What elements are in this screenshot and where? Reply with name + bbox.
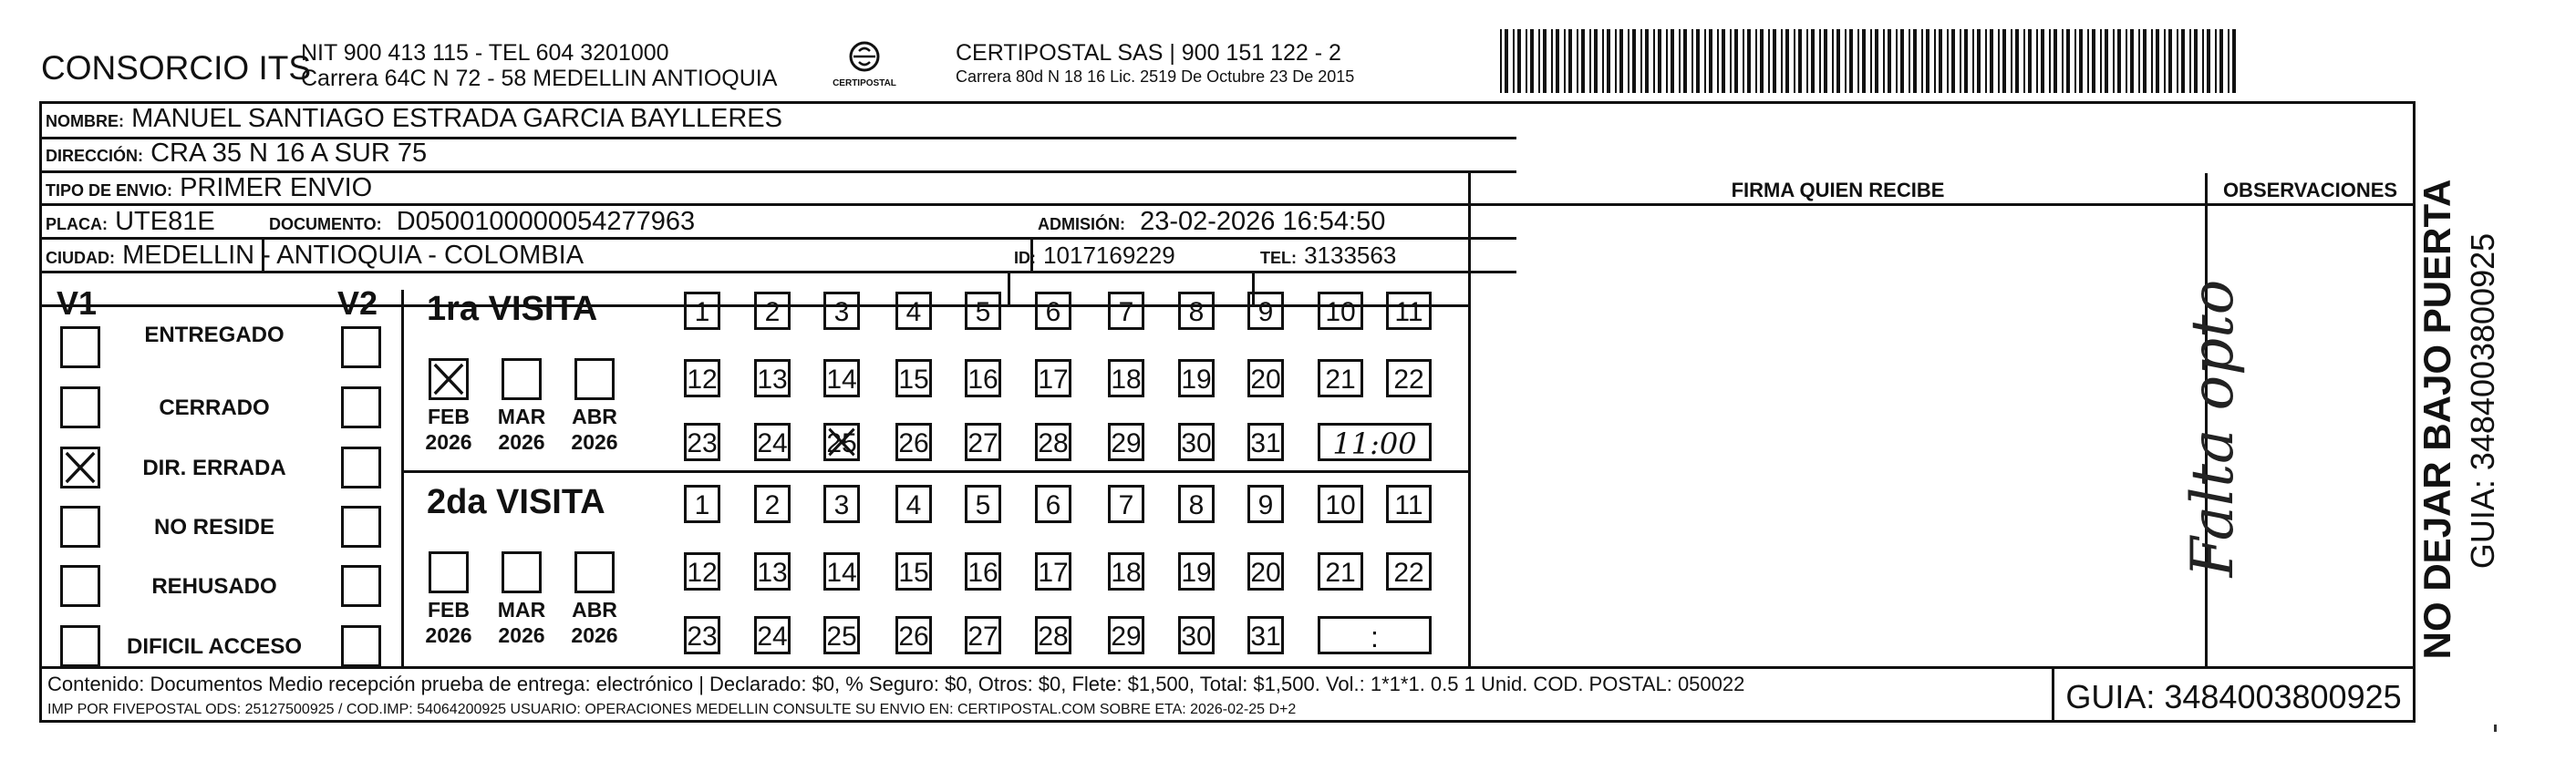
- status-option-label: CERRADO: [159, 396, 270, 420]
- day-box[interactable]: [1178, 292, 1215, 330]
- v1-label: V1: [57, 284, 98, 322]
- day-number: 20: [1250, 558, 1281, 588]
- day-number: 9: [1257, 297, 1274, 327]
- day-number: 7: [1118, 297, 1134, 327]
- day-box[interactable]: [684, 616, 720, 654]
- day-number: 30: [1181, 428, 1212, 458]
- day-number: 10: [1325, 297, 1356, 327]
- day-box[interactable]: [1035, 292, 1071, 330]
- courier-info-line2: Carrera 80d N 18 16 Lic. 2519 De Octubre 23 De 2015: [956, 67, 1355, 86]
- day-box[interactable]: [1035, 423, 1071, 461]
- ciudad-value: MEDELLIN - ANTIOQUIA - COLOMBIA: [122, 241, 585, 270]
- day-number: 18: [1111, 365, 1142, 395]
- day-box[interactable]: [1247, 423, 1284, 461]
- day-box[interactable]: [965, 616, 1001, 654]
- day-number: 4: [905, 490, 922, 520]
- day-box[interactable]: [965, 485, 1001, 523]
- day-number: 19: [1181, 365, 1212, 395]
- day-number: 3: [833, 490, 850, 520]
- day-number: 6: [1045, 297, 1061, 327]
- year-label: 2026: [498, 430, 545, 454]
- day-box[interactable]: [684, 423, 720, 461]
- month-label: ABR: [572, 405, 617, 428]
- id-row: [1014, 241, 1175, 271]
- day-box[interactable]: [1108, 616, 1144, 654]
- day-number: 14: [826, 365, 857, 395]
- day-box[interactable]: [1108, 292, 1144, 330]
- placa-value: UTE81E: [115, 207, 215, 236]
- footer-imp: IMP POR FIVEPOSTAL ODS: 25127500925 / COD.IMP: 54064200925 USUARIO: OPERACIONES MEDELLIN CONSULTE SU ENVIO EN: CERTIPOSTAL.COM SOBRE ETA: 2026-02-25 D+2: [47, 702, 1297, 717]
- day-box[interactable]: [754, 616, 791, 654]
- day-number: 30: [1181, 622, 1212, 652]
- status-option-label: DIR. ERRADA: [142, 456, 286, 480]
- admision-row: [1038, 207, 1385, 237]
- direccion-label: DIRECCIÓN:: [46, 147, 143, 165]
- admision-value: 23-02-2026 16:54:50: [1140, 207, 1386, 236]
- day-box[interactable]: [1035, 616, 1071, 654]
- day-number: 13: [757, 365, 788, 395]
- day-box[interactable]: [895, 616, 932, 654]
- row-divider: [39, 271, 1516, 273]
- company-name: CONSORCIO ITS: [41, 49, 312, 87]
- nombre-row: [46, 104, 782, 134]
- day-number: 28: [1038, 428, 1069, 458]
- day-number: 27: [967, 428, 998, 458]
- day-number: 8: [1188, 297, 1205, 327]
- day-number: 24: [757, 428, 788, 458]
- month-label: FEB: [428, 598, 470, 622]
- month-checkbox-mar[interactable]: [502, 551, 542, 593]
- month-checkbox-abr[interactable]: [574, 358, 615, 400]
- row-divider: [39, 237, 1516, 240]
- day-number: 11: [1394, 297, 1423, 327]
- day-box[interactable]: [1035, 552, 1071, 591]
- id-value: 1017169229: [1043, 242, 1175, 269]
- ciudad-label: CIUDAD:: [46, 249, 115, 267]
- time-value: :: [1371, 621, 1379, 653]
- day-box[interactable]: [1247, 616, 1284, 654]
- courier-logo: [832, 38, 897, 93]
- day-number: 26: [898, 622, 929, 652]
- month-label: ABR: [572, 598, 617, 622]
- day-number: 24: [757, 622, 788, 652]
- day-box[interactable]: [895, 359, 932, 397]
- barcode-icon: [1500, 29, 2239, 93]
- day-box[interactable]: [1318, 359, 1363, 397]
- nombre-label: NOMBRE:: [46, 112, 124, 130]
- tel-label: TEL:: [1260, 249, 1297, 267]
- day-number: 9: [1257, 490, 1274, 520]
- day-box[interactable]: [754, 359, 791, 397]
- day-box[interactable]: [1178, 485, 1215, 523]
- day-number: 18: [1111, 558, 1142, 588]
- month-checkbox-feb[interactable]: [429, 358, 469, 400]
- day-number: 15: [898, 365, 929, 395]
- day-box[interactable]: [895, 423, 932, 461]
- status-option-label: NO RESIDE: [153, 515, 275, 540]
- nombre-value: MANUEL SANTIAGO ESTRADA GARCIA BAYLLERES: [131, 104, 782, 133]
- time-box[interactable]: [1318, 616, 1432, 654]
- second-visit-title: 2da VISITA: [427, 483, 605, 521]
- day-number: 22: [1393, 558, 1424, 588]
- day-number: 4: [905, 297, 922, 327]
- side-guia: GUIA: 3484003800925: [2464, 232, 2501, 570]
- day-box[interactable]: [823, 485, 860, 523]
- month-checkbox-abr[interactable]: [574, 551, 615, 593]
- v1-checkbox[interactable]: [60, 565, 100, 607]
- v1-checkbox[interactable]: [60, 326, 100, 368]
- divider: [401, 470, 1471, 473]
- day-number: 28: [1038, 622, 1069, 652]
- tel-value: 3133563: [1304, 242, 1397, 269]
- observaciones-label: OBSERVACIONES: [2222, 179, 2398, 201]
- courier-logo-text: CERTIPOSTAL: [833, 78, 896, 88]
- v2-checkbox[interactable]: [341, 447, 381, 488]
- day-box[interactable]: [1318, 485, 1363, 523]
- day-number: 12: [687, 365, 718, 395]
- day-box[interactable]: [965, 423, 1001, 461]
- month-checkbox-feb[interactable]: [429, 551, 469, 593]
- day-number: 29: [1111, 622, 1142, 652]
- day-box[interactable]: [1318, 552, 1363, 591]
- row-divider: [39, 666, 2416, 669]
- day-number: 16: [967, 558, 998, 588]
- day-box[interactable]: [1035, 485, 1071, 523]
- tipo-row: [46, 173, 372, 203]
- day-box[interactable]: [1178, 616, 1215, 654]
- divider: [1468, 173, 1471, 666]
- company-info-line2: Carrera 64C N 72 - 58 MEDELLIN ANTIOQUIA: [301, 66, 778, 91]
- year-label: 2026: [571, 623, 618, 647]
- day-box[interactable]: [895, 485, 932, 523]
- day-number: 11: [1394, 490, 1423, 520]
- day-box[interactable]: [895, 552, 932, 591]
- day-box[interactable]: [1386, 552, 1432, 591]
- day-box[interactable]: [823, 616, 860, 654]
- day-box[interactable]: [1318, 292, 1363, 330]
- day-box[interactable]: [1386, 359, 1432, 397]
- day-box[interactable]: [823, 423, 860, 461]
- placa-row: [46, 207, 215, 237]
- ciudad-row: [46, 241, 584, 271]
- day-number: 2: [764, 297, 781, 327]
- corner-mark: [2494, 725, 2497, 732]
- divider: [1008, 271, 1010, 304]
- year-label: 2026: [425, 623, 472, 647]
- v2-label: V2: [337, 284, 378, 322]
- day-box[interactable]: [1108, 423, 1144, 461]
- v1-checkbox[interactable]: [60, 625, 100, 667]
- day-box[interactable]: [1247, 552, 1284, 591]
- v2-checkbox[interactable]: [341, 386, 381, 428]
- month-checkbox-mar[interactable]: [502, 358, 542, 400]
- barcode: [1500, 29, 2239, 93]
- day-box[interactable]: [1108, 485, 1144, 523]
- day-number: 31: [1250, 428, 1281, 458]
- day-number: 22: [1393, 365, 1424, 395]
- day-box[interactable]: [895, 292, 932, 330]
- day-number: 15: [898, 558, 929, 588]
- first-visit-title: 1ra VISITA: [427, 290, 598, 328]
- day-number: 3: [833, 297, 850, 327]
- placa-label: PLACA:: [46, 215, 108, 233]
- day-box[interactable]: [823, 292, 860, 330]
- day-box[interactable]: [965, 292, 1001, 330]
- tipo-label: TIPO DE ENVIO:: [46, 181, 173, 200]
- day-box[interactable]: [754, 292, 791, 330]
- day-number: 20: [1250, 365, 1281, 395]
- month-label: MAR: [497, 598, 546, 622]
- day-number: 1: [694, 490, 710, 520]
- day-number: 17: [1038, 365, 1069, 395]
- day-number: 13: [757, 558, 788, 588]
- day-box[interactable]: [684, 359, 720, 397]
- day-box[interactable]: [1386, 292, 1432, 330]
- company-info-line1: NIT 900 413 115 - TEL 604 3201000: [301, 40, 669, 66]
- day-box[interactable]: [1247, 292, 1284, 330]
- v1-checkbox[interactable]: [60, 386, 100, 428]
- status-option-label: DIFICIL ACCESO: [126, 634, 302, 659]
- status-option-label: ENTREGADO: [144, 323, 284, 347]
- day-number: 14: [826, 558, 857, 588]
- day-box[interactable]: [684, 292, 720, 330]
- direccion-value: CRA 35 N 16 A SUR 75: [150, 139, 428, 168]
- day-box[interactable]: [754, 423, 791, 461]
- day-number: 21: [1325, 558, 1356, 588]
- day-box[interactable]: [965, 359, 1001, 397]
- day-box[interactable]: [965, 552, 1001, 591]
- year-label: 2026: [425, 430, 472, 454]
- day-box[interactable]: [684, 485, 720, 523]
- firma-label: FIRMA QUIEN RECIBE: [1731, 179, 1945, 201]
- year-label: 2026: [498, 623, 545, 647]
- v2-checkbox[interactable]: [341, 625, 381, 667]
- handwritten-note: Falta opto: [2179, 279, 2247, 578]
- day-number: 17: [1038, 558, 1069, 588]
- day-number: 5: [975, 490, 991, 520]
- admision-label: ADMISIÓN:: [1038, 215, 1125, 233]
- footer-contenido: Contenido: Documentos Medio recepción prueba de entrega: electrónico | Declarado: $0, % Seguro: $0, Otros: $0, Flete: $1,500, Total: $1,500. Vol.: 1*1*1. 0.5 1 Unid. COD. POSTAL: 050022: [47, 673, 1745, 695]
- day-box[interactable]: [754, 552, 791, 591]
- day-box[interactable]: [754, 485, 791, 523]
- day-number: 1: [694, 297, 710, 327]
- status-option-label: REHUSADO: [151, 574, 277, 599]
- day-box[interactable]: [684, 552, 720, 591]
- day-number: 7: [1118, 490, 1134, 520]
- day-box[interactable]: [1247, 485, 1284, 523]
- day-number: 23: [687, 428, 718, 458]
- day-number: 16: [967, 365, 998, 395]
- day-box[interactable]: [1386, 485, 1432, 523]
- v2-checkbox[interactable]: [341, 326, 381, 368]
- day-box[interactable]: [1035, 359, 1071, 397]
- day-number: 25: [826, 428, 857, 458]
- courier-info-line1: CERTIPOSTAL SAS | 900 151 122 - 2: [956, 40, 1341, 66]
- day-number: 10: [1325, 490, 1356, 520]
- footer-guia: GUIA: 3484003800925: [2065, 678, 2402, 715]
- day-number: 5: [975, 297, 991, 327]
- time-box[interactable]: [1318, 423, 1432, 461]
- direccion-row: [46, 139, 427, 169]
- day-number: 26: [898, 428, 929, 458]
- time-value: 11:00: [1332, 427, 1417, 461]
- day-box[interactable]: [1108, 552, 1144, 591]
- day-box[interactable]: [1247, 359, 1284, 397]
- divider: [401, 290, 404, 666]
- year-label: 2026: [571, 430, 618, 454]
- tipo-value: PRIMER ENVIO: [180, 173, 373, 202]
- day-number: 2: [764, 490, 781, 520]
- day-number: 29: [1111, 428, 1142, 458]
- month-label: FEB: [428, 405, 470, 428]
- tel-row: [1260, 241, 1396, 271]
- no-dejar-warning: NO DEJAR BAJO PUERTA: [2416, 179, 2458, 660]
- documento-value: D0500100000054277963: [396, 207, 696, 236]
- month-label: MAR: [497, 405, 546, 428]
- day-number: 8: [1188, 490, 1205, 520]
- day-box[interactable]: [1108, 359, 1144, 397]
- v1-checkbox[interactable]: [60, 447, 100, 488]
- documento-label: DOCUMENTO:: [269, 215, 382, 233]
- day-number: 23: [687, 622, 718, 652]
- day-box[interactable]: [823, 552, 860, 591]
- day-box[interactable]: [1178, 552, 1215, 591]
- day-number: 6: [1045, 490, 1061, 520]
- day-number: 25: [826, 622, 857, 652]
- day-number: 19: [1181, 558, 1212, 588]
- v1-checkbox[interactable]: [60, 506, 100, 548]
- day-box[interactable]: [1178, 423, 1215, 461]
- day-box[interactable]: [823, 359, 860, 397]
- day-number: 31: [1250, 622, 1281, 652]
- day-number: 12: [687, 558, 718, 588]
- day-number: 21: [1325, 365, 1356, 395]
- v2-checkbox[interactable]: [341, 506, 381, 548]
- row-divider: [39, 203, 2416, 206]
- v2-checkbox[interactable]: [341, 565, 381, 607]
- day-box[interactable]: [1178, 359, 1215, 397]
- id-label: ID:: [1014, 249, 1036, 267]
- day-number: 27: [967, 622, 998, 652]
- documento-row: [269, 207, 695, 237]
